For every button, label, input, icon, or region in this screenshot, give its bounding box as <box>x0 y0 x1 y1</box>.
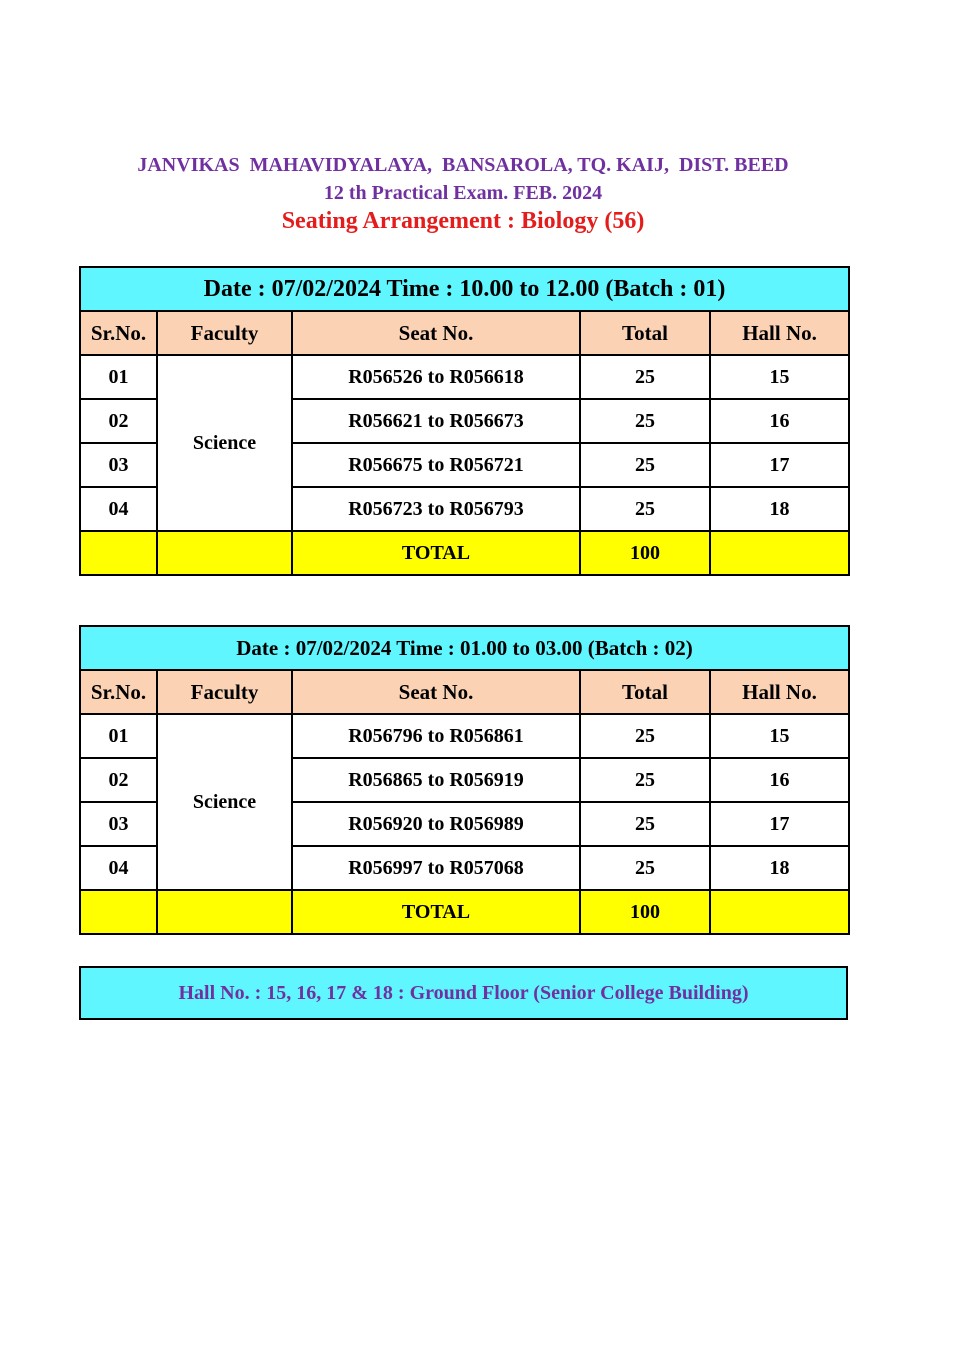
col-header-sr: Sr.No. <box>80 670 157 714</box>
faculty-cell: Science <box>157 355 292 531</box>
col-header-seat: Seat No. <box>292 670 580 714</box>
table-row <box>80 355 849 399</box>
col-header-sr: Sr.No. <box>80 311 157 355</box>
seat-cell: R056526 to R056618 <box>292 355 580 399</box>
hall-cell: 15 <box>710 714 849 758</box>
sr-cell: 03 <box>80 802 157 846</box>
seat-cell: R056621 to R056673 <box>292 399 580 443</box>
total-value: 100 <box>580 890 710 934</box>
exam-title: 12 th Practical Exam. FEB. 2024 <box>323 182 603 204</box>
college-name: JANVIKAS MAHAVIDYALAYA, BANSAROLA, TQ. KAIJ, DIST. BEED <box>137 154 789 176</box>
sr-cell: 01 <box>80 355 157 399</box>
batch-2-date-row <box>80 626 849 670</box>
batch-2-table <box>79 625 850 935</box>
batch-1-date-row <box>80 267 849 311</box>
seating-title: Seating Arrangement : Biology (56) <box>281 208 645 234</box>
total-cell: 25 <box>580 758 710 802</box>
sr-cell: 02 <box>80 758 157 802</box>
col-header-total: Total <box>580 670 710 714</box>
hall-location-note: Hall No. : 15, 16, 17 & 18 : Ground Floor (Senior College Building) <box>79 966 848 1020</box>
col-header-seat: Seat No. <box>292 311 580 355</box>
seat-cell: R056920 to R056989 <box>292 802 580 846</box>
total-value: 100 <box>580 531 710 575</box>
total-row <box>80 531 849 575</box>
batch-1-header-row <box>80 311 849 355</box>
sr-cell: 04 <box>80 846 157 890</box>
hall-cell: 16 <box>710 758 849 802</box>
total-row <box>80 890 849 934</box>
total-cell: 25 <box>580 714 710 758</box>
sr-cell: 03 <box>80 443 157 487</box>
sr-cell: 04 <box>80 487 157 531</box>
batch-2-title: Date : 07/02/2024 Time : 01.00 to 03.00 (Batch : 02) <box>80 626 849 670</box>
total-cell: 25 <box>580 487 710 531</box>
seat-cell: R056997 to R057068 <box>292 846 580 890</box>
total-empty-cell <box>710 531 849 575</box>
seat-cell: R056723 to R056793 <box>292 487 580 531</box>
batch-1-table <box>79 266 850 576</box>
sr-cell: 01 <box>80 714 157 758</box>
hall-cell: 18 <box>710 846 849 890</box>
seat-cell: R056675 to R056721 <box>292 443 580 487</box>
total-cell: 25 <box>580 399 710 443</box>
col-header-faculty: Faculty <box>157 311 292 355</box>
hall-cell: 17 <box>710 443 849 487</box>
hall-cell: 17 <box>710 802 849 846</box>
hall-cell: 16 <box>710 399 849 443</box>
col-header-hall: Hall No. <box>710 670 849 714</box>
total-cell: 25 <box>580 802 710 846</box>
total-empty-cell <box>157 531 292 575</box>
seat-cell: R056796 to R056861 <box>292 714 580 758</box>
sr-cell: 02 <box>80 399 157 443</box>
total-empty-cell <box>80 890 157 934</box>
total-empty-cell <box>80 531 157 575</box>
total-empty-cell <box>157 890 292 934</box>
col-header-faculty: Faculty <box>157 670 292 714</box>
total-empty-cell <box>710 890 849 934</box>
hall-cell: 18 <box>710 487 849 531</box>
col-header-hall: Hall No. <box>710 311 849 355</box>
hall-cell: 15 <box>710 355 849 399</box>
faculty-cell: Science <box>157 714 292 890</box>
seat-cell: R056865 to R056919 <box>292 758 580 802</box>
batch-2-header-row <box>80 670 849 714</box>
total-cell: 25 <box>580 443 710 487</box>
total-label: TOTAL <box>292 890 580 934</box>
table-row <box>80 714 849 758</box>
col-header-total: Total <box>580 311 710 355</box>
total-cell: 25 <box>580 355 710 399</box>
total-label: TOTAL <box>292 531 580 575</box>
batch-1-title: Date : 07/02/2024 Time : 10.00 to 12.00 (Batch : 01) <box>80 267 849 311</box>
total-cell: 25 <box>580 846 710 890</box>
